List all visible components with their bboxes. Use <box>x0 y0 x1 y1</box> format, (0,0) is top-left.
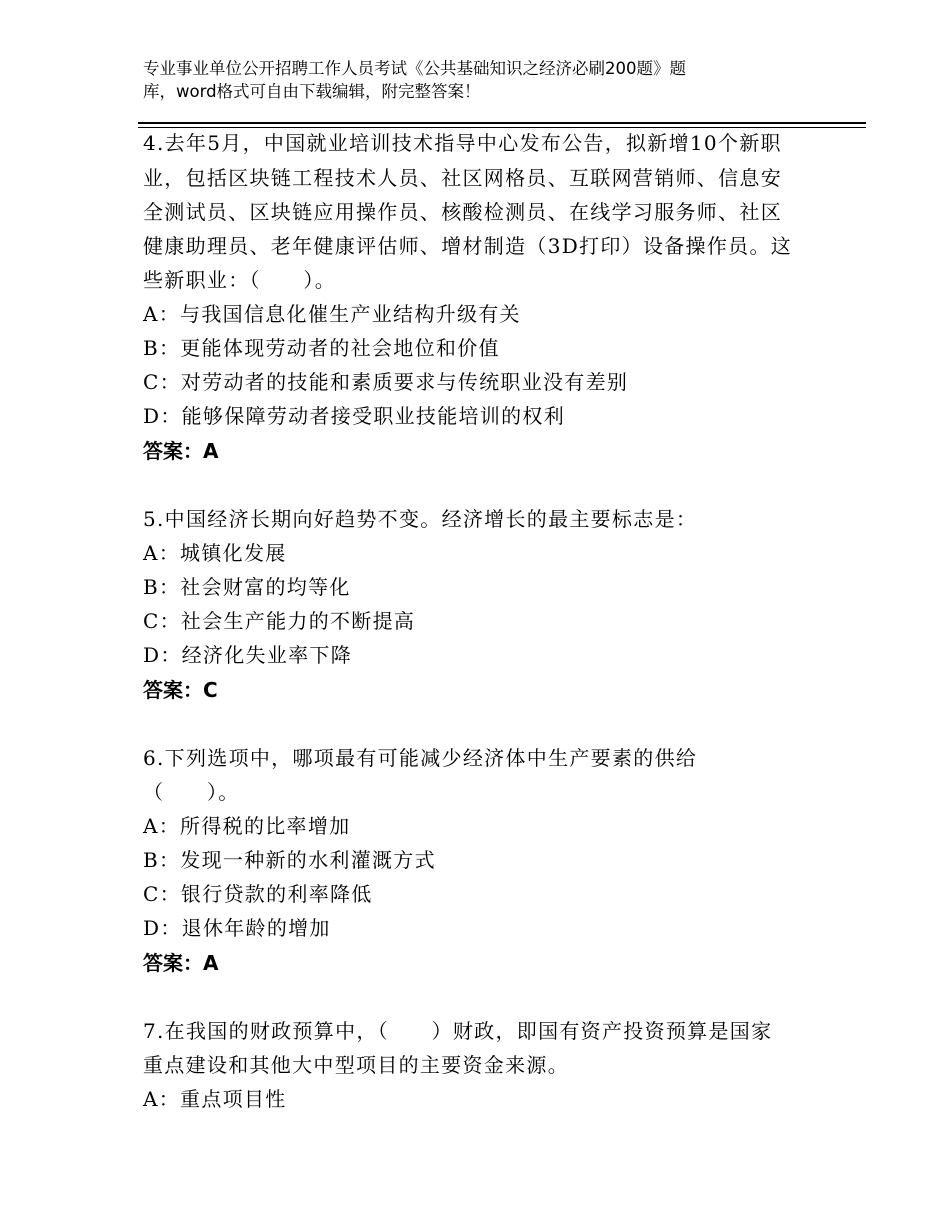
question-6-stem-line-1: 6.下列选项中，哪项最有可能减少经济体中生产要素的供给 <box>143 746 698 770</box>
question-4-stem-line-1: 4.去年5月，中国就业培训技术指导中心发布公告，拟新增10个新职 <box>143 131 782 155</box>
question-6-option-a: A：所得税的比率增加 <box>143 814 351 838</box>
question-4-stem-line-4: 健康助理员、老年健康评估师、增材制造（3D打印）设备操作员。这 <box>143 234 793 258</box>
header-divider-thick <box>138 122 866 124</box>
question-5-option-b: B：社会财富的均等化 <box>143 575 351 599</box>
question-5-option-d: D：经济化失业率下降 <box>143 643 353 667</box>
question-4-option-c: C：对劳动者的技能和素质要求与传统职业没有差别 <box>143 370 629 394</box>
header-line-2: 库，word格式可自由下载编辑，附完整答案！ <box>143 82 481 101</box>
question-7-option-a: A：重点项目性 <box>143 1087 287 1111</box>
document-header <box>143 57 803 103</box>
header-divider-thin <box>138 127 866 128</box>
question-5-answer: 答案：C <box>143 678 218 702</box>
question-7-stem-line-2: 重点建设和其他大中型项目的主要资金来源。 <box>143 1053 569 1077</box>
question-4-answer: 答案：A <box>143 439 219 463</box>
question-5-option-a: A：城镇化发展 <box>143 541 287 565</box>
question-4-stem-line-3: 全测试员、区块链应用操作员、核酸检测员、在线学习服务师、社区 <box>143 200 782 224</box>
question-4-option-d: D：能够保障劳动者接受职业技能培训的权利 <box>143 404 566 428</box>
question-5-option-c: C：社会生产能力的不断提高 <box>143 609 416 633</box>
question-6-option-c: C：银行贷款的利率降低 <box>143 882 373 906</box>
question-5-stem-line-1: 5.中国经济长期向好趋势不变。经济增长的最主要标志是： <box>143 507 698 531</box>
question-4-stem-line-5: 些新职业：（ ）。 <box>143 268 336 292</box>
question-6-answer: 答案：A <box>143 951 219 975</box>
question-4-stem-line-2: 业，包括区块链工程技术人员、社区网格员、互联网营销师、信息安 <box>143 166 782 190</box>
question-7-stem-line-1: 7.在我国的财政预算中，（ ）财政，即国有资产投资预算是国家 <box>143 1019 773 1043</box>
question-6-option-b: B：发现一种新的水利灌溉方式 <box>143 848 436 872</box>
header-line-1: 专业事业单位公开招聘工作人员考试《公共基础知识之经济必刷200题》题 <box>143 59 686 78</box>
question-6-option-d: D：退休年龄的增加 <box>143 916 331 940</box>
question-4-option-b: B：更能体现劳动者的社会地位和价值 <box>143 336 500 360</box>
question-6-stem-line-2: （ ）。 <box>143 780 240 804</box>
question-4-option-a: A：与我国信息化催生产业结构升级有关 <box>143 302 521 326</box>
